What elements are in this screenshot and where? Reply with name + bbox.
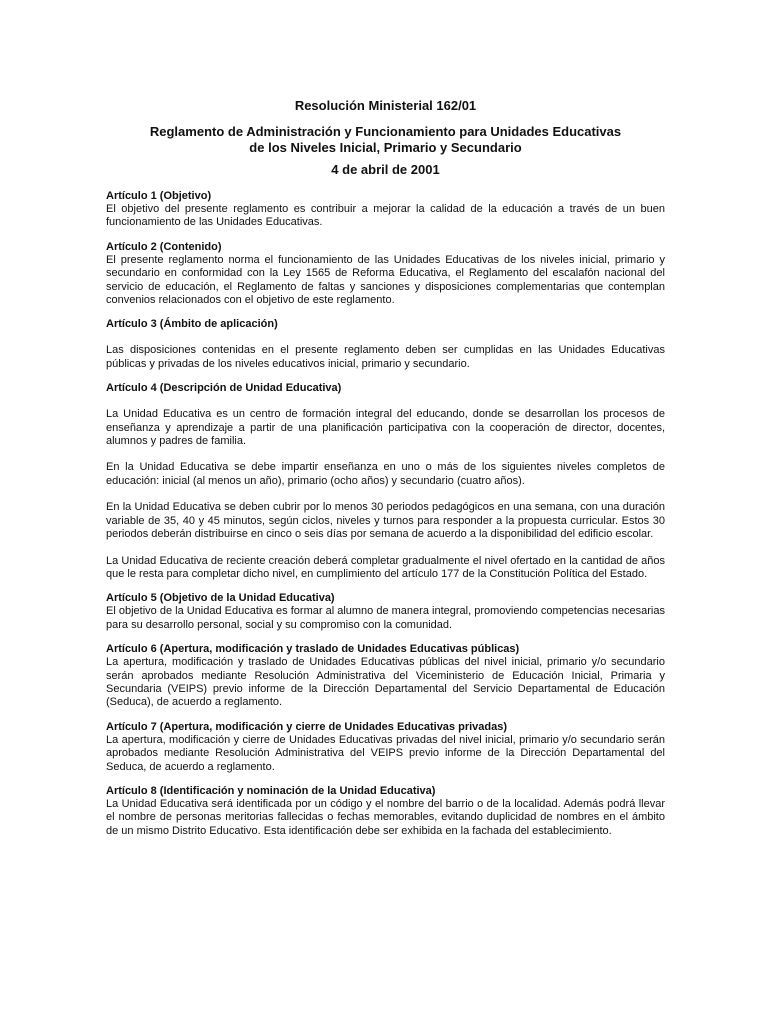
- article-heading: Artículo 3 (Ámbito de aplicación): [106, 318, 278, 331]
- document-title-block: [106, 98, 665, 178]
- article-paragraph: El presente reglamento norma el funcionamiento de las Unidades Educativas de los niveles inicial, primario y secundario en conformidad con la Ley 1565 de Reforma Educativa, el Reglamento del escalafón nacional del servicio de educación, el Reglamento de faltas y sanciones y disposiciones complementarias que contemplan convenios relacionados con el objetivo de este reglamento.: [106, 253, 665, 307]
- article-8: [106, 785, 665, 838]
- article-heading: Artículo 1 (Objetivo): [106, 190, 212, 202]
- article-heading: Artículo 6 (Apertura, modificación y traslado de Unidades Educativas públicas): [106, 643, 520, 656]
- article-1: [106, 190, 665, 230]
- article-paragraph: En la Unidad Educativa se deben cubrir por lo menos 30 periodos pedagógicos en una semana, con una duración variable de 35, 40 y 45 minutos, según ciclos, niveles y turnos para responder a la propuesta curricular. Estos 30 periodos deberán distribuirse en cinco o seis días por semana de acuerdo a la disponibilidad del edificio escolar.: [106, 501, 665, 541]
- article-heading: Artículo 8 (Identificación y nominación de la Unidad Educativa): [106, 784, 436, 797]
- article-heading: Artículo 2 (Contenido): [106, 240, 222, 253]
- article-3: [106, 318, 665, 371]
- article-paragraph: La Unidad Educativa es un centro de formación integral del educando, donde se desarrollan los procesos de enseñanza y aprendizaje a partir de una planificación participativa con la cooperación de director, docentes, alumnos y padres de familia.: [106, 408, 665, 448]
- regulation-title-line-2: de los Niveles Inicial, Primario y Secundario: [249, 140, 522, 155]
- article-5: [106, 592, 665, 632]
- document-date: 4 de abril de 2001: [331, 162, 440, 177]
- article-paragraph: En la Unidad Educativa se debe impartir enseñanza en uno o más de los siguientes niveles completos de educación: inicial (al menos un año), primario (ocho años) y secundario (cuatro años).: [106, 461, 665, 487]
- article-paragraph: La Unidad Educativa de reciente creación deberá completar gradualmente el nivel ofertado en la cantidad de años que le resta para completar dicho nivel, en cumplimiento del artículo 177 de la Constitución Política del Estado.: [106, 554, 665, 580]
- resolution-title: Resolución Ministerial 162/01: [294, 98, 477, 113]
- article-6: [106, 643, 665, 710]
- article-paragraph: La apertura, modificación y cierre de Unidades Educativas privadas del nivel inicial, primario y/o secundario serán aprobados mediante Resolución Administrativa del VEIPS previo informe de la Dirección Departamental del Seduca, de acuerdo a reglamento.: [106, 733, 665, 773]
- article-4: [106, 382, 665, 581]
- article-paragraph: La Unidad Educativa será identificada por un código y el nombre del barrio o de la localidad. Además podrá llevar el nombre de personas meritorias fallecidas o fechas memorables, evitando duplicidad de nombres en el ámbito de un mismo Distrito Educativo. Esta identificación debe ser exhibida en la fachada del establecimiento.: [106, 797, 665, 837]
- article-paragraph: El objetivo de la Unidad Educativa es formar al alumno de manera integral, promoviendo competencias necesarias para su desarrollo personal, social y su compromiso con la comunidad.: [106, 605, 665, 631]
- article-2: [106, 241, 665, 308]
- article-paragraph: Las disposiciones contenidas en el presente reglamento deben ser cumplidas en las Unidades Educativas públicas y privadas de los niveles educativos inicial, primario y secundario.: [106, 344, 665, 370]
- article-paragraph: La apertura, modificación y traslado de Unidades Educativas públicas del nivel inicial, primario y/o secundario serán aprobados mediante Resolución Administrativa del Viceministerio de Educación Inicial, Primaria y Secundaria (VEIPS) previo informe de la Dirección Departamental del Servicio Departamental de Educación (Seduca), de acuerdo a reglamento.: [106, 656, 665, 709]
- article-7: [106, 721, 665, 774]
- article-heading: Artículo 4 (Descripción de Unidad Educativa): [106, 382, 342, 395]
- article-heading: Artículo 7 (Apertura, modificación y cierre de Unidades Educativas privadas): [106, 720, 508, 733]
- regulation-title-line-1: Reglamento de Administración y Funcionamiento para Unidades Educativas: [149, 124, 622, 139]
- article-paragraph: El objetivo del presente reglamento es contribuir a mejorar la calidad de la educación a través de un buen funcionamiento de las Unidades Educativas.: [106, 203, 665, 229]
- article-heading: Artículo 5 (Objetivo de la Unidad Educativa): [106, 592, 335, 605]
